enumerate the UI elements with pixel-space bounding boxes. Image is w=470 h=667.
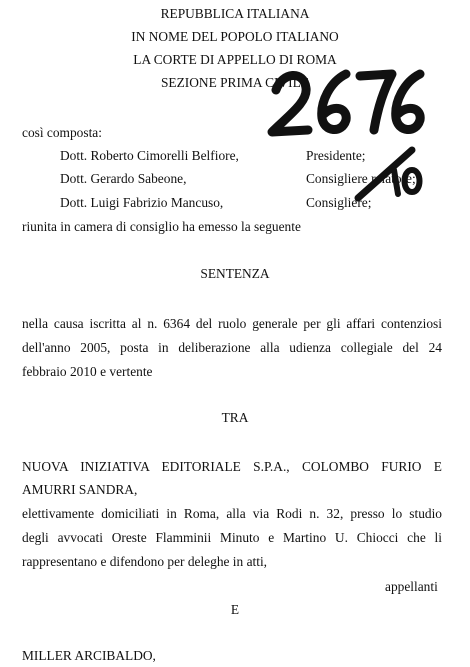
header-court: LA CORTE DI APPELLO DI ROMA xyxy=(133,52,337,67)
handwritten-number-drawing xyxy=(262,58,432,208)
respondent-name: MILLER ARCIBALDO, xyxy=(22,648,156,663)
case-paragraph-line: nella causa iscritta al n. 6364 del ruolo generale per gli affari contenziosi xyxy=(22,316,442,331)
header-republic: REPUBBLICA ITALIANA xyxy=(160,6,310,21)
case-paragraph-line: febbraio 2010 e vertente xyxy=(22,364,153,379)
appellant-domicile: rappresentano e difendono per deleghe in atti, xyxy=(22,554,268,569)
appellants-label: appellanti xyxy=(385,579,438,594)
judge-role: Consigliere relatore; xyxy=(306,171,416,186)
header-section: SEZIONE PRIMA CIVILE xyxy=(160,75,310,90)
between-heading: TRA xyxy=(221,410,249,425)
appellant-domicile: elettivamente domiciliati in Roma, alla via Rodi n. 32, presso lo studio xyxy=(22,506,442,521)
judge-name: Dott. Gerardo Sabeone, xyxy=(60,171,187,186)
document-title: SENTENZA xyxy=(200,266,270,281)
composition-outro: riunita in camera di consiglio ha emesso la seguente xyxy=(22,219,301,234)
and-heading: E xyxy=(230,602,240,617)
appellant-domicile: degli avvocati Oreste Flamminii Minuto e Martino U. Chiocci che li xyxy=(22,530,442,545)
judge-role: Presidente; xyxy=(306,148,366,163)
judge-name: Dott. Roberto Cimorelli Belfiore, xyxy=(60,148,239,163)
case-paragraph-line: dell'anno 2005, posta in deliberazione alla udienza collegiale del 24 xyxy=(22,340,442,355)
judge-name: Dott. Luigi Fabrizio Mancuso, xyxy=(60,195,224,210)
appellant-names: AMURRI SANDRA, xyxy=(22,482,138,497)
judge-role: Consigliere; xyxy=(306,195,372,210)
appellant-names: NUOVA INIZIATIVA EDITORIALE S.P.A., COLOMBO FURIO E xyxy=(22,459,442,474)
header-people: IN NOME DEL POPOLO ITALIANO xyxy=(131,29,339,44)
handwritten-registry-number xyxy=(262,58,432,208)
composition-intro: così composta: xyxy=(22,125,102,140)
